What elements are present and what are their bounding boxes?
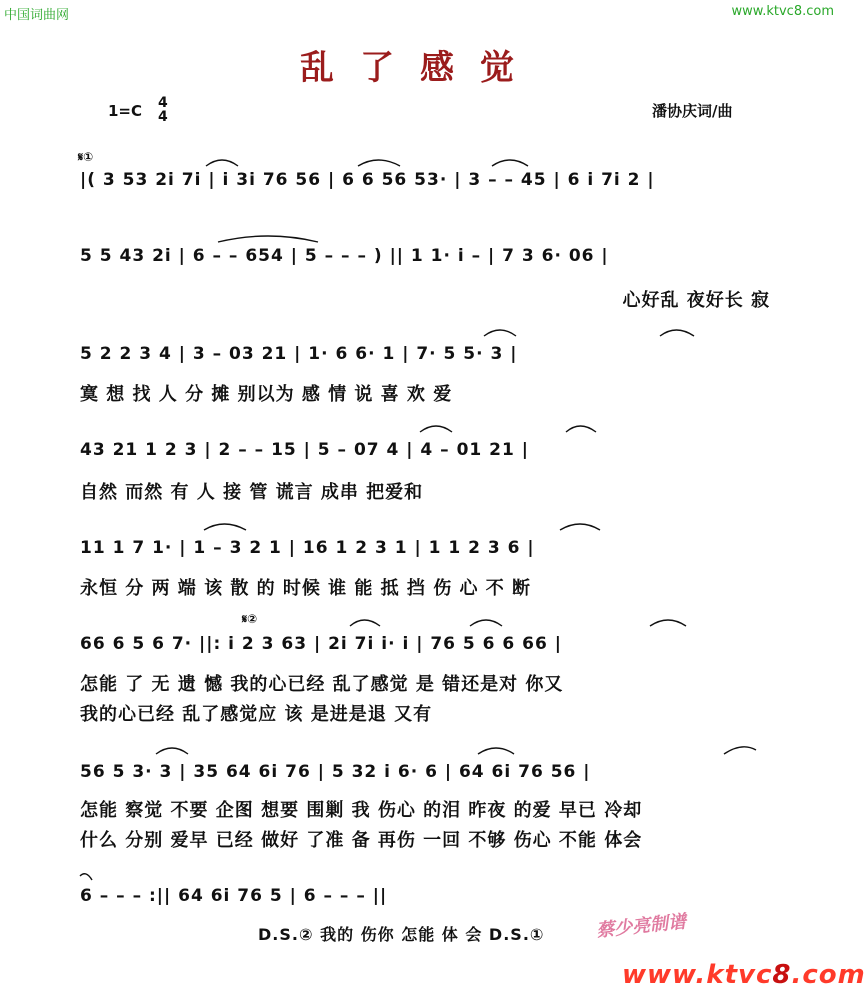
slur-arc [492, 160, 528, 166]
logo-suffix: .com [791, 960, 866, 990]
segno-mark-2: 𝄋② [242, 612, 258, 626]
score-line-8-lyrics: D.S.② 我的 伤你 怎能 体 会 D.S.① [258, 925, 545, 944]
meter-bottom: 4 [158, 109, 168, 125]
score-line-3-notes: 5 2 2 3 4 | 3 – 03 21 | 1· 6 6· 1 | 7· 5 5· 3 | [80, 344, 518, 364]
score-line-7-lyrics-a: 怎能 察觉 不要 企图 想要 围剿 我 伤心 的泪 昨夜 的爱 早已 冷却 [80, 800, 643, 821]
logo-accent: 8 [772, 960, 792, 990]
slur-arc [206, 160, 238, 166]
site-name-left: 中国词曲网 [4, 8, 70, 23]
slur-arc [358, 160, 400, 166]
slur-arc [350, 620, 380, 626]
score-line-6-notes: 66 6 5 6 7· ||: i 2 3 63 | 2i 7i i· i | 76 5 6 6 66 | [80, 634, 562, 654]
score-line-2-lyrics: 心好乱 夜好长 寂 [622, 290, 770, 311]
slur-arc [204, 524, 246, 530]
logo-text: www.ktvc [622, 960, 773, 990]
score-line-3-lyrics: 寞 想 找 人 分 摊 别以为 感 情 说 喜 欢 爱 [80, 384, 453, 405]
slur-arc [478, 748, 514, 754]
slur-arc [650, 620, 686, 626]
slur-arc [660, 330, 694, 336]
slur-arc [156, 748, 188, 754]
score-line-8-notes: 6 – – – :|| 64 6i 76 5 | 6 – – – || [80, 886, 388, 906]
score-line-4-lyrics: 自然 而然 有 人 接 管 谎言 成串 把爱和 [80, 482, 424, 503]
score-line-1-notes: |( 3 53 2i 7i | i 3i 76 56 | 6 6 56 53· | 3 – – 45 | 6 i 7i 2 | [80, 170, 655, 190]
score-line-7-notes: 56 5 3· 3 | 35 64 6i 76 | 5 32 i 6· 6 | 64 6i 76 56 | [80, 762, 591, 782]
score-line-2-notes: 5 5 43 2i | 6 – – 654 | 5 – – – ) || 1 1· i – | 7 3 6· 06 | [80, 246, 609, 266]
site-url-right: www.ktvc8.com [731, 4, 834, 19]
meter-top: 4 [158, 95, 168, 111]
slur-arc [420, 426, 452, 432]
score-line-4-notes: 43 21 1 2 3 | 2 – – 15 | 5 – 07 4 | 4 – 01 21 | [80, 440, 529, 460]
segno-mark-1: 𝄋① [78, 150, 94, 164]
score-line-5-notes: 11 1 7 1· | 1 – 3 2 1 | 16 1 2 3 1 | 1 1 2 3 6 | [80, 538, 535, 558]
arranger-watermark: 蔡少亮制谱 [595, 911, 688, 942]
slur-arc [470, 620, 502, 626]
score-line-6-lyrics-a: 怎能 了 无 遗 憾 我的心已经 乱了感觉 是 错还是对 你又 [80, 674, 564, 695]
score-line-6-lyrics-b: 我的心已经 乱了感觉应 该 是进是退 又有 [80, 704, 433, 725]
slur-arc [80, 874, 92, 880]
slur-arc [484, 330, 516, 336]
slur-arc [724, 747, 756, 754]
score-line-7-lyrics-b: 什么 分别 爱早 已经 做好 了准 备 再伤 一回 不够 伤心 不能 体会 [80, 830, 643, 851]
score-line-5-lyrics: 永恒 分 两 端 该 散 的 时候 谁 能 抵 挡 伤 心 不 断 [80, 578, 531, 599]
key-signature: 1=C [108, 102, 143, 120]
slur-arc [560, 524, 600, 530]
slur-arc [218, 236, 318, 242]
author-credit: 潘协庆词/曲 [652, 102, 733, 120]
song-title: 乱了感觉 [300, 48, 540, 88]
slur-arc [566, 426, 596, 432]
